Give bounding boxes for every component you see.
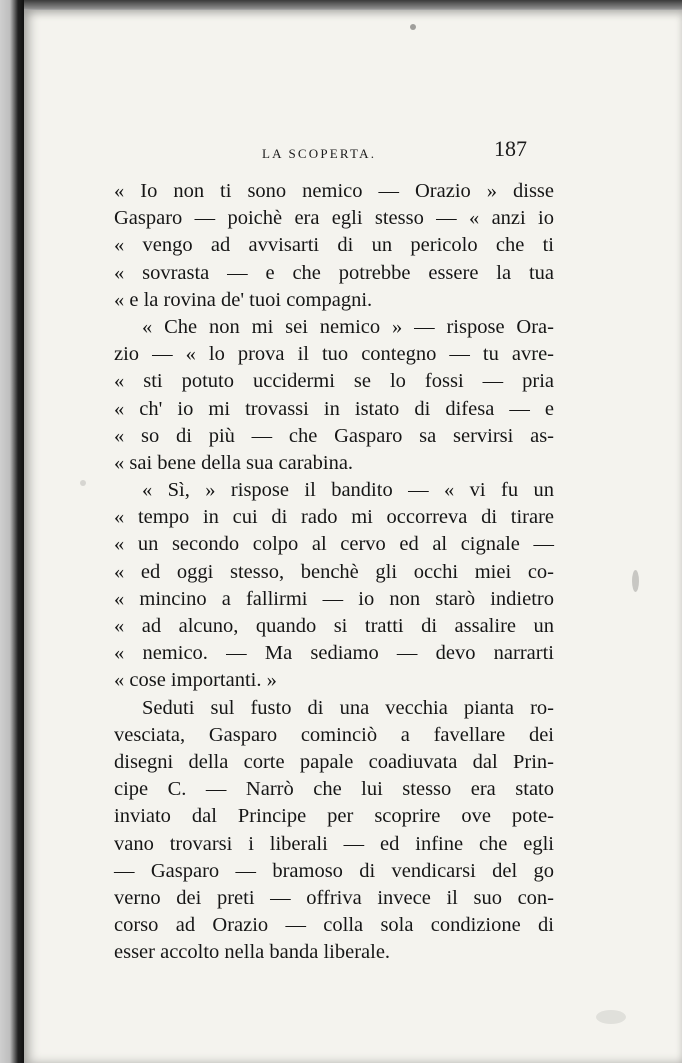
paper-speck bbox=[632, 570, 639, 592]
running-head: LA SCOPERTA. bbox=[262, 146, 377, 161]
text-line: « un secondo colpo al cervo ed al cignale — bbox=[114, 533, 554, 556]
text-line: vesciata, Gasparo cominciò a favellare dei bbox=[114, 723, 554, 746]
paper-speck bbox=[596, 1010, 626, 1024]
page-header bbox=[24, 136, 682, 166]
text-line: verno dei preti — offriva invece il suo con- bbox=[114, 886, 554, 909]
text-line: « tempo in cui di rado mi occorreva di tirare bbox=[114, 506, 554, 529]
text-line: « nemico. — Ma sediamo — devo narrarti bbox=[114, 642, 554, 665]
paper-speck bbox=[80, 480, 86, 486]
text-line: — Gasparo — bramoso di vendicarsi del go bbox=[114, 859, 554, 882]
text-line: Seduti sul fusto di una vecchia pianta ro- bbox=[142, 696, 554, 719]
text-line: zio — « lo prova il tuo contegno — tu avre- bbox=[114, 343, 554, 366]
text-line: « sti potuto uccidermi se lo fossi — pria bbox=[114, 370, 554, 393]
text-line: cipe C. — Narrò che lui stesso era stato bbox=[114, 778, 554, 801]
page-paper bbox=[24, 10, 682, 1063]
text-line: « sai bene della sua carabina. bbox=[114, 451, 354, 474]
body-text bbox=[114, 178, 554, 966]
text-line: « Sì, » rispose il bandito — « vi fu un bbox=[142, 479, 554, 502]
text-line: « Io non ti sono nemico — Orazio » disse bbox=[114, 180, 554, 202]
text-line: « mincino a fallirmi — io non starò indietro bbox=[114, 587, 554, 610]
text-line: « e la rovina de' tuoi compagni. bbox=[114, 288, 373, 311]
text-line: vano trovarsi i liberali — ed infine che egli bbox=[114, 832, 554, 855]
text-line: « vengo ad avvisarti di un pericolo che ti bbox=[114, 234, 554, 257]
text-line: « ch' io mi trovassi in istato di difesa — e bbox=[114, 397, 554, 420]
text-line: « so di più — che Gasparo sa servirsi as- bbox=[114, 424, 554, 447]
text-line: « cose importanti. » bbox=[114, 669, 277, 692]
text-line: « ed oggi stesso, benchè gli occhi miei co- bbox=[114, 560, 554, 583]
text-line: « sovrasta — e che potrebbe essere la tua bbox=[114, 261, 554, 284]
text-line: inviato dal Principe per scoprire ove pote- bbox=[114, 805, 554, 828]
text-line: corso ad Orazio — colla sola condizione di bbox=[114, 914, 554, 937]
text-line: « ad alcuno, quando si tratti di assalire un bbox=[114, 615, 554, 637]
text-line: disegni della corte papale coadiuvata dal Prin- bbox=[114, 750, 554, 773]
page-number: 187 bbox=[494, 136, 527, 161]
text-line: « Che non mi sei nemico » — rispose Ora- bbox=[142, 315, 554, 338]
text-line: Gasparo — poichè era egli stesso — « anzi io bbox=[114, 207, 554, 230]
text-line: esser accolto nella banda liberale. bbox=[114, 941, 391, 964]
paper-speck bbox=[410, 24, 416, 30]
book-gutter bbox=[0, 0, 24, 1063]
